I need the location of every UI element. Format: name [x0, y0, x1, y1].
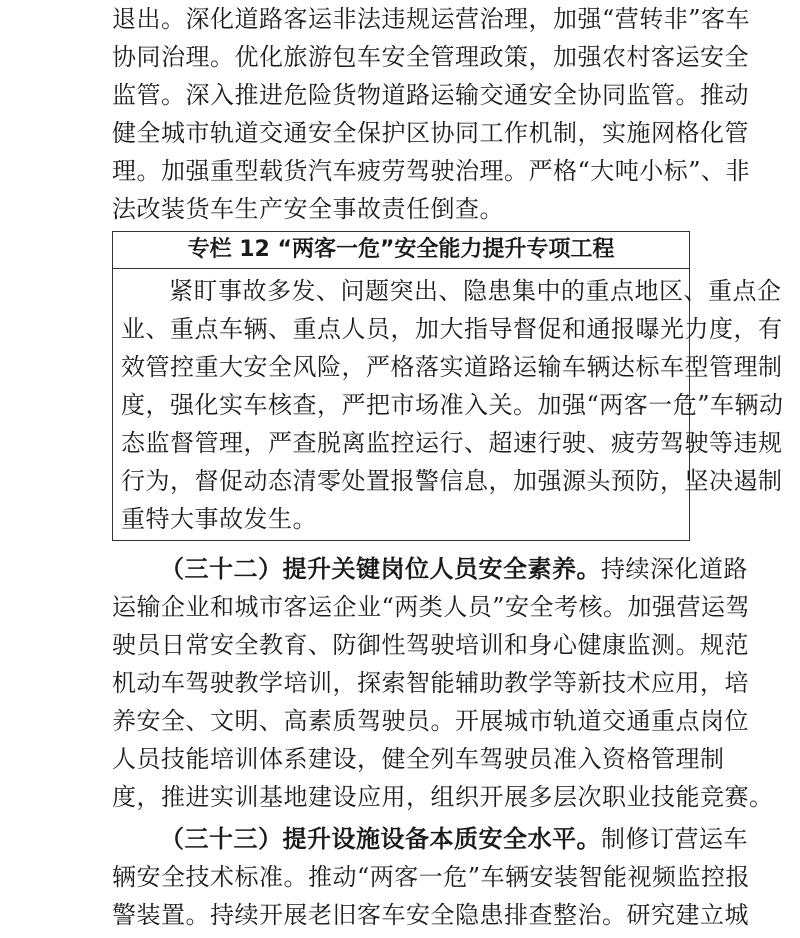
- text-line: 运输企业和城市客运企业“两类人员”安全考核。加强营运驾: [112, 593, 751, 621]
- box-text-line: 态监督管理，严查脱离监控运行、超速行驶、疲劳驾驶等违规: [121, 429, 783, 457]
- box-text-line: 重特大事故发生。: [121, 505, 317, 533]
- box-text-line: 业、重点车辆、重点人员，加大指导督促和通报曝光力度，有: [121, 315, 783, 343]
- text-line: 机动车驾驶教学培训，探索智能辅助教学等新技术应用，培: [112, 669, 749, 697]
- text-line: 度，推进实训基地建设应用，组织开展多层次职业技能竞赛。: [112, 783, 774, 811]
- box-text-line: 度，强化实车核查，严把市场准入关。加强“两客一危”车辆动: [121, 391, 784, 419]
- text-line: 驶员日常安全教育、防御性驾驶培训和身心健康监测。规范: [112, 631, 749, 659]
- special-column-title: 专栏 12 “两客一危”安全能力提升专项工程: [113, 232, 689, 269]
- section-32-heading: （三十二）提升关键岗位人员安全素养。: [160, 554, 601, 583]
- text-line: 养安全、文明、高素质驾驶员。开展城市轨道交通重点岗位: [112, 707, 749, 735]
- box-text-line: 紧盯事故多发、问题突出、隐患集中的重点地区、重点企: [169, 277, 782, 305]
- section-33-heading: （三十三）提升设施设备本质安全水平。: [160, 824, 601, 853]
- section-33-first-line: [112, 820, 748, 858]
- text-line: 辆安全技术标准。推动“两客一危”车辆安装智能视频监控报: [112, 863, 751, 891]
- text-line: 理。加强重型载货汽车疲劳驾驶治理。严格“大吨小标”、非: [112, 157, 751, 185]
- text-line: 监管。深入推进危险货物道路运输交通安全协同监管。推动: [112, 81, 749, 109]
- section-32-text: 持续深化道路: [601, 555, 748, 583]
- box-text-line: 效管控重大安全风险，严格落实道路运输车辆达标车型管理制: [121, 353, 783, 381]
- text-line: 退出。深化道路客运非法违规运营治理，加强“营转非”客车: [112, 5, 751, 33]
- text-line: 法改装货车生产安全事故责任倒查。: [112, 195, 504, 223]
- box-text-line: 行为，督促动态清零处置报警信息，加强源头预防，坚决遏制: [121, 467, 783, 495]
- special-column-box: [112, 231, 784, 541]
- text-line: 人员技能培训体系建设，健全列车驾驶员准入资格管理制: [112, 745, 725, 773]
- section-32-first-line: [112, 550, 748, 588]
- text-line: 协同治理。优化旅游包车安全管理政策，加强农村客运安全: [112, 43, 749, 71]
- text-line: 健全城市轨道交通安全保护区协同工作机制，实施网格化管: [112, 119, 749, 147]
- text-line: 警装置。持续开展老旧客车安全隐患排查整治。研究建立城: [112, 901, 749, 929]
- section-33-text: 制修订营运车: [601, 825, 748, 853]
